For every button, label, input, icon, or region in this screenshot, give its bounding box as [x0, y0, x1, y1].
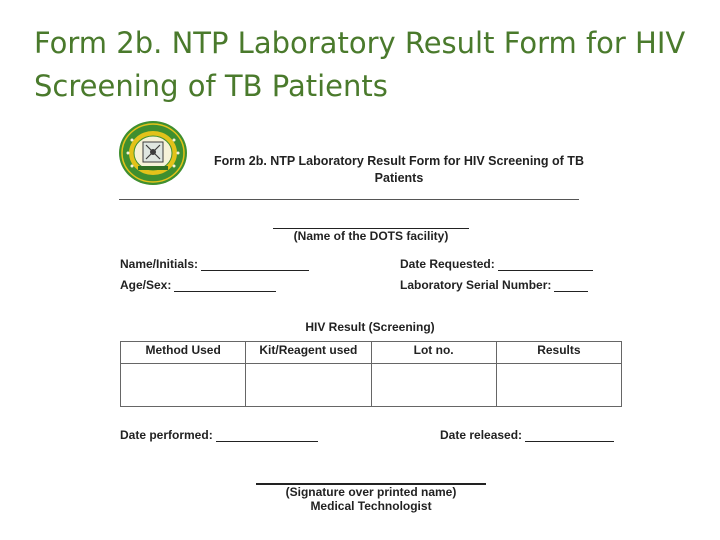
name-initials-label: Name/Initials: — [120, 257, 199, 271]
slide-title: Form 2b. NTP Laboratory Result Form for HIV Screening of TB Patients — [34, 26, 686, 103]
lab-serial-field — [400, 278, 588, 292]
name-initials-blank[interactable] — [201, 259, 309, 271]
date-performed-field — [120, 428, 318, 442]
results-cell[interactable] — [496, 364, 621, 407]
table-header-cell: Results — [496, 342, 621, 364]
date-requested-field — [400, 257, 593, 271]
date-performed-label: Date performed: — [120, 428, 213, 442]
age-sex-field — [120, 278, 276, 292]
form-header-line1: Form 2b. NTP Laboratory Result Form for HIV Screening of TB — [214, 154, 584, 168]
lab-serial-blank[interactable] — [554, 280, 588, 292]
signature-role: Medical Technologist — [310, 499, 432, 513]
date-requested-blank[interactable] — [498, 259, 593, 271]
date-released-field — [440, 428, 614, 442]
doh-seal-logo — [118, 120, 188, 186]
hiv-result-table — [120, 341, 622, 407]
lab-serial-label: Laboratory Serial Number: — [400, 278, 552, 292]
signature-block — [256, 485, 486, 513]
age-sex-blank[interactable] — [174, 280, 276, 292]
table-header-cell: Method Used — [121, 342, 246, 364]
form-header-line2: Patients — [374, 171, 424, 185]
date-released-label: Date released: — [440, 428, 523, 442]
table-caption: HIV Result (Screening) — [305, 320, 435, 334]
kit-reagent-cell[interactable] — [246, 364, 371, 407]
date-performed-blank[interactable] — [216, 430, 318, 442]
form-header — [196, 153, 602, 187]
date-requested-label: Date Requested: — [400, 257, 495, 271]
facility-caption: (Name of the DOTS facility) — [293, 229, 449, 243]
method-used-cell[interactable] — [121, 364, 246, 407]
lot-no-cell[interactable] — [371, 364, 496, 407]
date-released-blank[interactable] — [525, 430, 614, 442]
signature-caption: (Signature over printed name) — [285, 485, 457, 499]
table-row — [121, 364, 622, 407]
table-header-cell: Lot no. — [371, 342, 496, 364]
header-divider — [119, 199, 579, 200]
table-header-row — [121, 342, 622, 364]
name-initials-field — [120, 257, 309, 271]
table-header-cell: Kit/Reagent used — [246, 342, 371, 364]
age-sex-label: Age/Sex: — [120, 278, 172, 292]
